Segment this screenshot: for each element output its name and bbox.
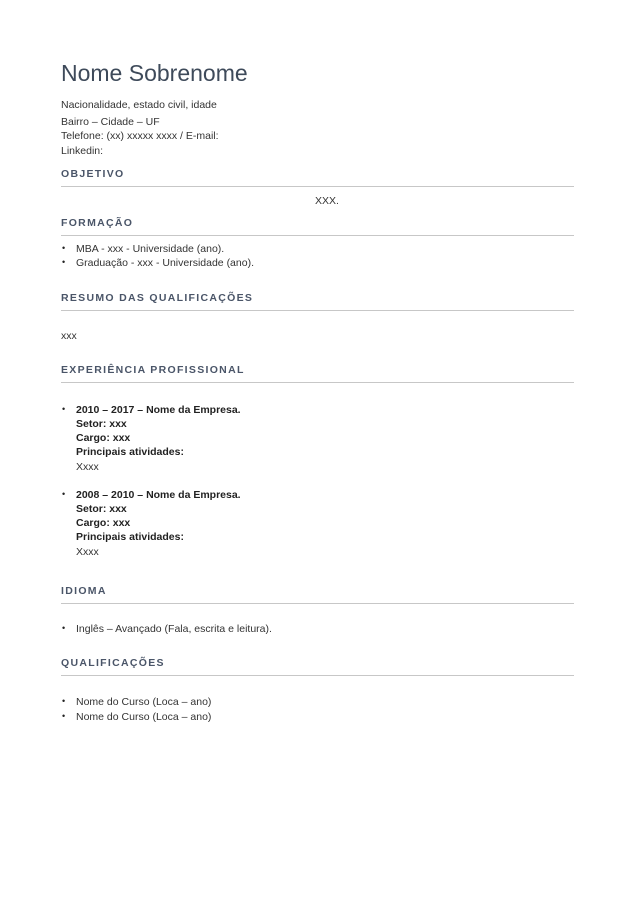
bullet-icon: • (62, 623, 66, 633)
section-title-experiencia: EXPERIÊNCIA PROFISSIONAL (61, 364, 245, 376)
section-divider (61, 675, 574, 676)
resumo-text: xxx (61, 330, 77, 342)
job-setor: Setor: xxx (76, 418, 127, 430)
objetivo-text: XXX. (315, 195, 339, 207)
job-setor: Setor: xxx (76, 503, 127, 515)
idioma-item: Inglês – Avançado (Fala, escrita e leitura). (76, 623, 272, 635)
bullet-icon: • (62, 257, 66, 267)
formacao-item: Graduação - xxx - Universidade (ano). (76, 257, 254, 269)
bullet-icon: • (62, 404, 66, 414)
job-description: Xxxx (76, 546, 99, 558)
bullet-icon: • (62, 489, 66, 499)
job-description: Xxxx (76, 461, 99, 473)
section-title-resumo: RESUMO DAS QUALIFICAÇÕES (61, 292, 254, 304)
qualificacao-item: Nome do Curso (Loca – ano) (76, 711, 212, 723)
job-atividades-label: Principais atividades: (76, 531, 184, 543)
section-divider (61, 310, 574, 311)
section-divider (61, 186, 574, 187)
section-divider (61, 235, 574, 236)
job-atividades-label: Principais atividades: (76, 446, 184, 458)
section-title-qualificacoes: QUALIFICAÇÕES (61, 657, 165, 669)
linkedin-line: Linkedin: (61, 145, 104, 157)
job-period: 2010 – 2017 – Nome da Empresa. (76, 404, 241, 416)
bullet-icon: • (62, 243, 66, 253)
phone-email-line: Telefone: (xx) xxxxx xxxx / E-mail: (61, 130, 219, 142)
bullet-icon: • (62, 711, 66, 721)
section-divider (61, 603, 574, 604)
section-title-formacao: FORMAÇÃO (61, 217, 134, 229)
job-period: 2008 – 2010 – Nome da Empresa. (76, 489, 241, 501)
job-cargo: Cargo: xxx (76, 432, 131, 444)
section-title-idioma: IDIOMA (61, 585, 107, 597)
section-divider (61, 382, 574, 383)
person-name: Nome Sobrenome (61, 60, 248, 86)
qualificacao-item: Nome do Curso (Loca – ano) (76, 696, 212, 708)
bullet-icon: • (62, 696, 66, 706)
personal-info-line: Nacionalidade, estado civil, idade (61, 99, 217, 111)
formacao-item: MBA - xxx - Universidade (ano). (76, 243, 225, 255)
job-cargo: Cargo: xxx (76, 517, 131, 529)
section-title-objetivo: OBJETIVO (61, 168, 125, 180)
address-line: Bairro – Cidade – UF (61, 116, 160, 128)
